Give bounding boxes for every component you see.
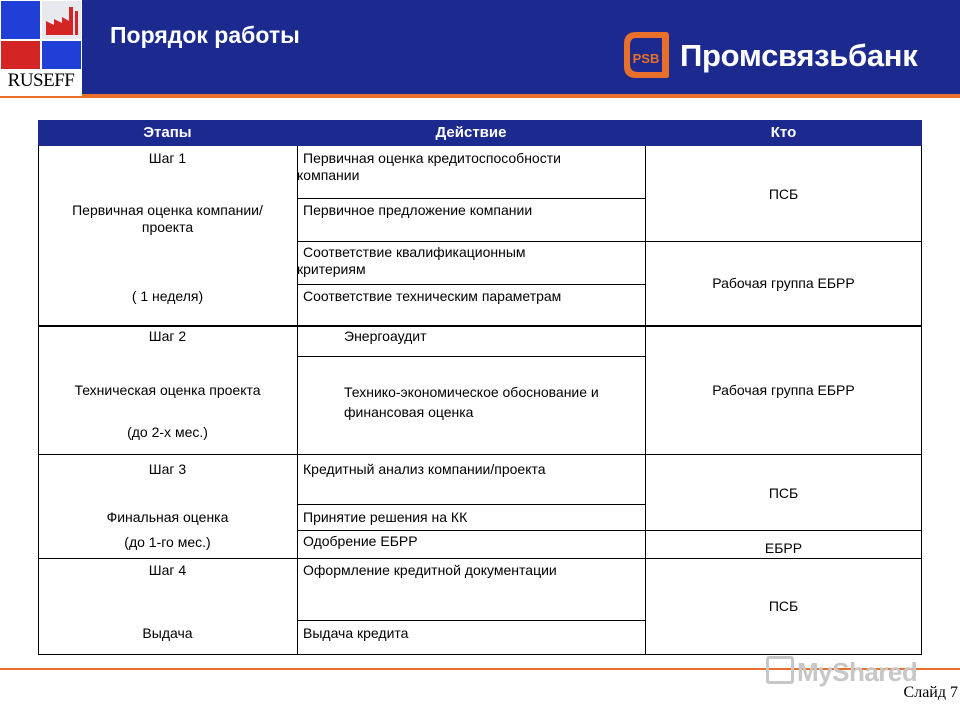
watermark-text: MyShared — [797, 657, 918, 687]
page-title: Порядок работы — [110, 22, 300, 48]
stage-4-step: Шаг 4 — [148, 562, 187, 578]
slide-number: Слайд 7 — [903, 684, 958, 701]
ruseff-logo-text: RUSEFF — [7, 70, 75, 91]
stage-2-name: Техническая оценка проекта — [74, 382, 261, 398]
stage-4-who: ПСБ — [768, 598, 799, 614]
stage-3-duration: (до 1-го мес.) — [124, 534, 211, 550]
stage-1-action-4: Соответствие техническим параметрам — [303, 288, 562, 304]
presentation-icon — [766, 656, 794, 684]
stage-1-action-2: Первичное предложение компании — [303, 202, 533, 218]
stage-1-name: Первичная оценка компании/проекта — [72, 202, 263, 235]
watermark — [766, 656, 917, 688]
stage-2-action-1: Энергоаудит — [344, 328, 427, 344]
work-order-table — [38, 120, 922, 655]
stage-2-step: Шаг 2 — [148, 328, 187, 344]
stage-1-action-3: Соответствие квалификационным критериям — [297, 244, 526, 277]
stage-3-action-2: Принятие решения на КК — [303, 509, 468, 525]
stage-3-who-2: ЕБРР — [764, 540, 803, 556]
psb-logo-icon — [622, 30, 670, 80]
stage-4-action-2: Выдача кредита — [303, 625, 409, 641]
column-header-action: Действие — [297, 120, 645, 146]
stage-3-step: Шаг 3 — [148, 461, 187, 477]
column-header-stages: Этапы — [38, 120, 297, 146]
stage-1-action-1: Первичная оценка кредитоспособности компании — [297, 150, 561, 183]
factory-icon — [42, 1, 81, 39]
stage-3-who-1: ПСБ — [768, 485, 799, 501]
stage-2-who: Рабочая группа ЕБРР — [712, 382, 855, 398]
ruseff-logo — [0, 0, 82, 96]
stage-3-action-3: Одобрение ЕБРР — [303, 533, 418, 549]
stage-2-action-2: Технико-экономическое обоснование и финансовая оценка — [344, 384, 599, 420]
stage-1-who-1: ПСБ — [768, 186, 799, 202]
psb-logo-text: PSB — [632, 51, 660, 66]
stage-3-action-1: Кредитный анализ компании/проекта — [303, 461, 546, 477]
stage-3-name: Финальная оценка — [106, 509, 229, 525]
stage-4-action-1: Оформление кредитной документации — [303, 562, 557, 578]
bank-name: Промсвязьбанк — [680, 38, 918, 73]
stage-1-step: Шаг 1 — [148, 150, 187, 166]
stage-4-name: Выдача — [142, 625, 193, 641]
header-accent-stripe — [0, 94, 960, 98]
stage-2-duration: (до 2-х мес.) — [127, 424, 208, 440]
stage-1-duration: ( 1 неделя) — [131, 288, 204, 304]
column-header-who: Кто — [645, 120, 922, 146]
stage-1-who-2: Рабочая группа ЕБРР — [712, 275, 855, 291]
